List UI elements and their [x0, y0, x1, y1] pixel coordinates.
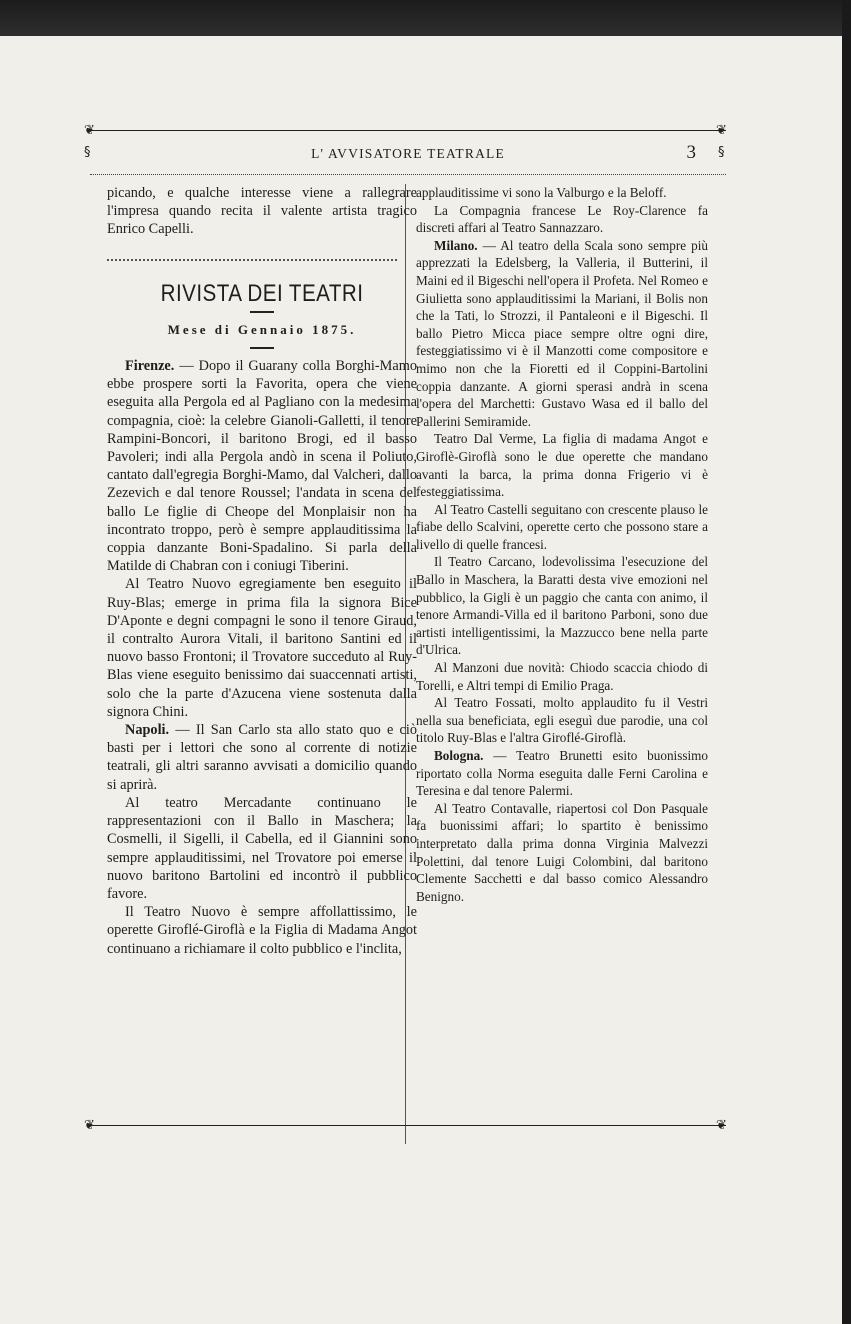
- milano-paragraph: [416, 237, 708, 431]
- teatro-nuovo-2-paragraph: Il Teatro Nuovo è sempre affollattissimo, le operette Giroflé-Giroflà e la Figlia di Madama Angot continuano a richiamare il colto pubblico e l'inclita,: [107, 904, 417, 957]
- flourish-ornament-icon: ❦: [716, 123, 727, 138]
- city-label: Milano.: [434, 237, 478, 253]
- dal-verme-paragraph: Teatro Dal Verme, La figlia di madama Angot e Giroflè-Giroflà sono le due operette che mandano avanti la barca, la prima donna Frigerio vi è festeggiatissima.: [416, 431, 708, 500]
- running-header: [90, 142, 726, 168]
- fossati-paragraph: Al Teatro Fossati, molto applaudito fu il Vestri nella sua beneficiata, egli eseguì due parodie, una col titolo Ruy-Blas e l'altra Giroflé-Giroflà.: [416, 695, 708, 746]
- teatro-nuovo-paragraph: Al Teatro Nuovo egregiamente ben eseguito il Ruy-Blas; emerge in prima fila la signora Bice D'Aponte e degni compagni le sono il tenore Giraud, il contralto Aurora Vitali, il baritono Santini ed il nuovo basso Frontoni; il Trovatore succeduto al Ruy-Blas viene eseguito benissimo dai suaccennati artisti, solo che la parte d'Azucena viene sostenuta dalla signora Chini.: [107, 576, 417, 720]
- intro-paragraph: picando, e qualche interesse viene a rallegrare l'impresa quando recita il valente artista tragico Enrico Capelli.: [107, 185, 417, 238]
- city-label: Napoli.: [125, 722, 170, 739]
- castelli-paragraph: Al Teatro Castelli seguitano con crescente plauso le fiabe dello Scalvini, operette certo che possono stare a livello di quelle francesi.: [416, 501, 708, 552]
- title-dash: [250, 311, 274, 313]
- page-number: 3: [686, 142, 696, 163]
- page-sheet: [0, 36, 842, 1324]
- paragraph-text: — Teatro Brunetti esito buonissimo riportato colla Norma eseguita dalle Ferni Carolina e Teresina e dal tenore Palermi.: [416, 748, 708, 799]
- scan-border-right: [842, 0, 851, 1324]
- right-column: [416, 184, 708, 905]
- city-label: Firenze.: [125, 358, 175, 375]
- scan-border-top: [0, 0, 851, 36]
- left-column: [107, 184, 417, 958]
- contavalle-paragraph: Al Teatro Contavalle, riapertosi col Don Pasquale fa buonissimi affari; lo spartito è benissimo interpretato dalla prima donna Virginia Malvezzi Polettini, dal tenore Luigi Colombini, dal baritono Clemente Sacchetti e dal basso comico Alessandro Benigno.: [416, 800, 708, 904]
- carcano-paragraph: Il Teatro Carcano, lodevolissima l'esecuzione del Ballo in Maschera, la Baratti desta vive emozioni nel pubblico, la Gigli è un paggio che canta con animo, il tenore Armandi-Villa ed il baritono Parboni, sono due artisti intelligentissimi, la Mazzucco bene nella parte d'Ulrica.: [416, 554, 708, 658]
- scroll-ornament-icon: §: [718, 145, 725, 160]
- header-dotted-rule: [90, 174, 726, 175]
- top-rule: [90, 130, 726, 131]
- flourish-ornament-icon: ❦: [84, 123, 95, 138]
- paragraph-text: — Dopo il Guarany colla Borghi-Mamo ebbe prospere sorti la Favorita, opera che viene eseguita alla Pergola ed al Pagliano con la medesima compagnia, cioè: la celebre Gianoli-Galletti, il tenore Rampini-Boncori, il baritono Brogi, ed il basso Pavoleri; indi alla Pergola andò in scena il Poliuto, cantato dall'egregia Borghi-Mamo, dal Valcheri, dallo Zezevich e dal tenore Roussel; l'andata in scena del ballo Le figlie di Cheope del Monplaisir non ha incontrato troppo, però è sempre applauditissima la coppia danzante Boni-Spadalino. Si parla della Matilde di Chabran con i coniugi Tiberini.: [107, 358, 417, 575]
- month-dash: [250, 347, 274, 349]
- paragraph-text: — Il San Carlo sta allo stato quo e ciò basti per i lettori che sono al corrente di notizie teatrali, gli altri saranno avvisati a domicilio quando si aprirà.: [107, 722, 417, 793]
- paragraph-text: — Al teatro della Scala sono sempre più apprezzati la Edelsberg, la Valleria, il Butterini, il Maini ed il Bigeschi nell'opera il Profeta. Nel Romeo e Giulietta sono applauditissimi la Mariani, il Bolis non che la Tati, lo Strozzi, il Pantaleoni e il Bigeschi. Il ballo Pietro Micca piace sempre oltre ogni dire, festeggiatissimo vi è il Manzotti come compositore e mimo non che la Fioretti ed il Coppini-Bartolini coppia danzante. A giorni sperasi andrà in scena l'opera del Marchetti: Gustavo Wasa ed il ballo del Pallerini Semiramide.: [416, 237, 709, 429]
- flourish-ornament-icon: ❦: [716, 1118, 727, 1133]
- header-title: L' AVVISATORE TEATRALE: [311, 146, 505, 161]
- scroll-ornament-icon: §: [84, 145, 91, 160]
- section-title: RIVISTA DEI TEATRI: [160, 279, 364, 307]
- bologna-paragraph: [416, 747, 708, 800]
- manzoni-paragraph: Al Manzoni due novità: Chiodo scaccia chiodo di Torelli, e Altri tempi di Emilio Praga.: [416, 660, 708, 693]
- francese-paragraph: La Compagnia francese Le Roy-Clarence fa discreti affari al Teatro Sannazzaro.: [416, 202, 708, 236]
- napoli-paragraph: [107, 721, 417, 794]
- firenze-paragraph: [107, 357, 417, 575]
- bottom-rule: [90, 1125, 726, 1126]
- wavy-divider: [107, 253, 397, 261]
- flourish-ornament-icon: ❦: [84, 1118, 95, 1133]
- city-label: Bologna.: [434, 748, 484, 763]
- continuation-paragraph: applauditissime vi sono la Valburgo e la Beloff.: [416, 185, 667, 200]
- mercadante-paragraph: Al teatro Mercadante continuano le rappresentazioni con il Ballo in Maschera; la Cosmelli, il Sigelli, il Cabella, ed il Giannini sono sempre applauditissimi, nel Trovatore poi emerse il nuovo baritono Bartolini ed incontrò il pubblico favore.: [107, 794, 417, 902]
- month-heading: Mese di Gennaio 1875.: [167, 321, 357, 337]
